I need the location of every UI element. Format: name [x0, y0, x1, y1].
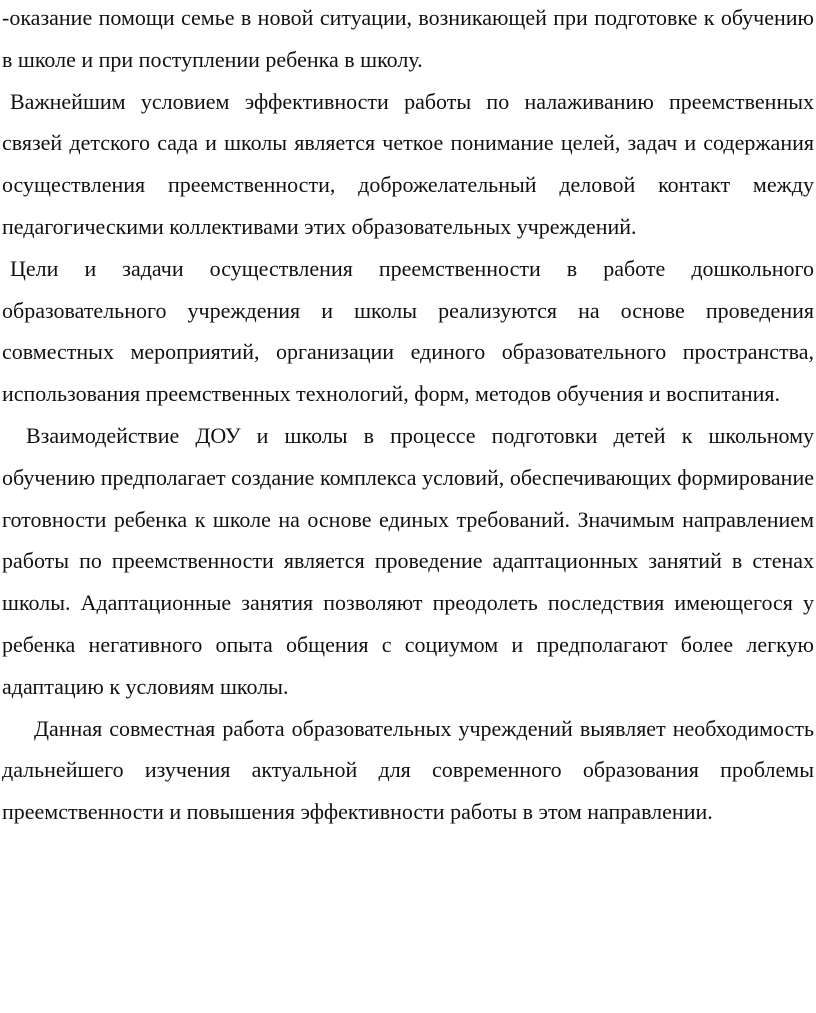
- paragraph-conclusion: Данная совместная работа образовательных учреждений выявляет необходимость дальнейшего изучения актуальной для современного образования проблемы преемственности и повышения эффективности работы в этом направлении.: [2, 715, 814, 825]
- document-body: [2, 0, 814, 833]
- paragraph-family-support: -оказание помощи семье в новой ситуации, возникающей при подготовке к обучению в школе и при поступлении ребенка в школу.: [2, 5, 814, 72]
- paragraph-key-condition: Важнейшим условием эффективности работы по налаживанию преемственных связей детского сада и школы является четкое понимание целей, задач и содержания осуществления преемственности, доброжелательный деловой контакт между педагогическими коллективами этих образовательных учреждений.: [2, 88, 814, 239]
- paragraph-interaction: Взаимодействие ДОУ и школы в процессе подготовки детей к школьному обучению предполагает создание комплекса условий, обеспечивающих формирование готовности ребенка к школе на основе единых требований. Значимым направлением работы по преемственности является проведение адаптационных занятий в стенах школы. Адаптационные занятия позволяют преодолеть последствия имеющегося у ребенка негативного опыта общения с социумом и предполагают более легкую адаптацию к условиям школы.: [2, 422, 814, 699]
- paragraph-goals-tasks: Цели и задачи осуществления преемственности в работе дошкольного образовательного учреждения и школы реализуются на основе проведения совместных мероприятий, организации единого образовательного пространства, использования преемственных технологий, форм, методов обучения и воспитания.: [2, 255, 814, 407]
